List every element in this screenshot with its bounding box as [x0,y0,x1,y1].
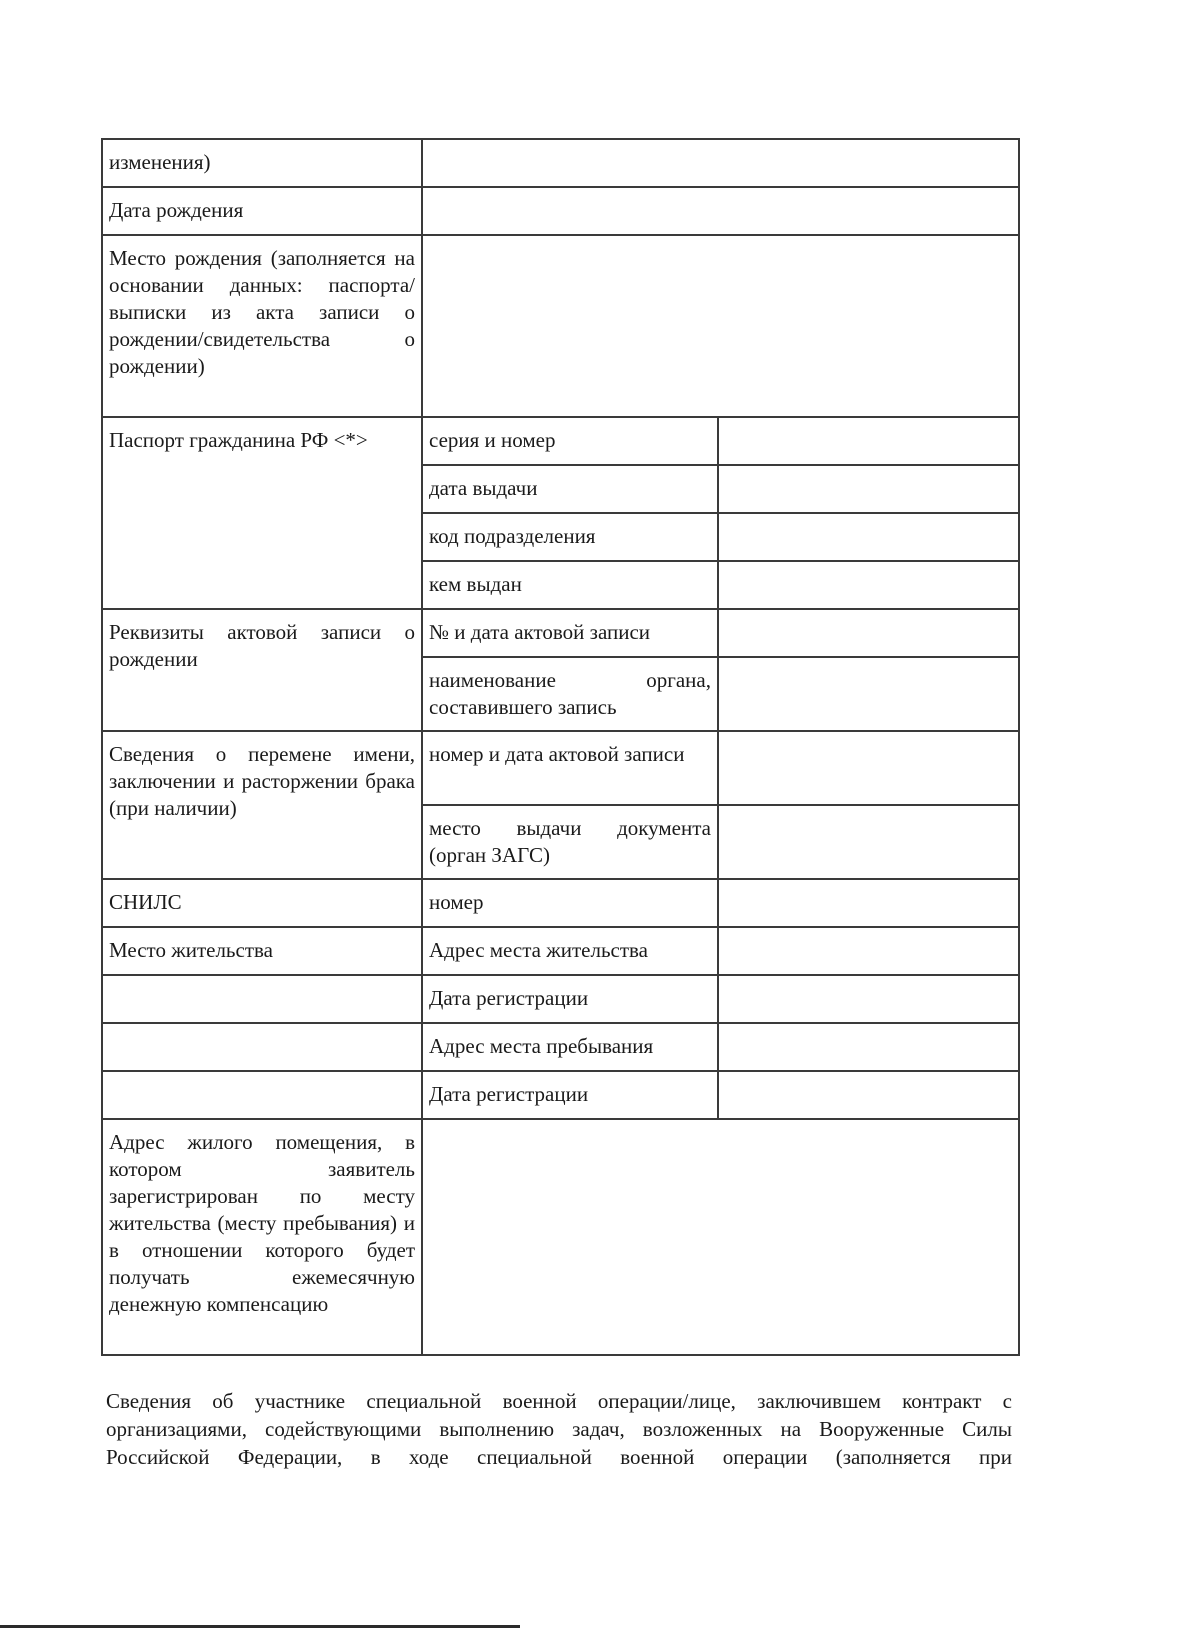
passport-field-label: серия и номер [422,417,718,465]
table-row [102,879,1019,927]
birth-record-field-label: № и дата актовой записи [422,609,718,657]
housing-address-label: Адрес жилого помещения, в котором заявитель зарегистрирован по месту жительства (месту пребывания) и в отношении которого будет получать ежемесячную денежную компенсацию [102,1119,422,1355]
table-row [102,417,1019,465]
residence-date-value[interactable] [718,975,1019,1023]
svo-participant-paragraph: Сведения об участнике специальной военной операции/лице, заключившем контракт с организациями, содействующими выполнению задач, возложенных на Вооруженные Силы Российской Федерации, в ходе специальной военной операции (заполняется при [106,1389,1012,1469]
snils-value[interactable] [718,879,1019,927]
table-row [102,609,1019,657]
snils-field-label: номер [422,879,718,927]
scan-edge-line [0,1625,520,1628]
table-row [102,1023,1019,1071]
passport-field-label: код подразделения [422,513,718,561]
housing-address-value[interactable] [422,1119,1019,1355]
birth-record-organ-value[interactable] [718,657,1019,731]
birth-date-value[interactable] [422,187,1019,235]
residence-field-label: Адрес места пребывания [422,1023,718,1071]
table-row [102,187,1019,235]
table-row [102,731,1019,805]
table-row [102,235,1019,417]
stay-address-value[interactable] [718,1023,1019,1071]
table-row [102,1119,1019,1355]
applicant-data-table [101,138,1020,1356]
passport-field-label: дата выдачи [422,465,718,513]
passport-field-label: кем выдан [422,561,718,609]
passport-date-value[interactable] [718,465,1019,513]
empty-cell [102,1023,422,1071]
birth-record-field-label: наименование органа, составившего запись [422,657,718,731]
table-row [102,1071,1019,1119]
row-label: изменения) [102,139,422,187]
passport-code-value[interactable] [718,513,1019,561]
residence-field-label: Дата регистрации [422,1071,718,1119]
table-row [102,139,1019,187]
name-change-label: Сведения о перемене имени, заключении и расторжении брака (при наличии) [102,731,422,879]
name-change-field-label: место выдачи документа (орган ЗАГС) [422,805,718,879]
name-change-place-value[interactable] [718,805,1019,879]
passport-issuer-value[interactable] [718,561,1019,609]
name-change-number-value[interactable] [718,731,1019,805]
snils-label: СНИЛС [102,879,422,927]
stay-date-value[interactable] [718,1071,1019,1119]
empty-cell [102,975,422,1023]
birth-record-label: Реквизиты актовой записи о рождении [102,609,422,731]
residence-field-label: Дата регистрации [422,975,718,1023]
table-row [102,975,1019,1023]
birth-place-value[interactable] [422,235,1019,417]
residence-field-label: Адрес места жительства [422,927,718,975]
empty-cell [102,1071,422,1119]
residence-label: Место жительства [102,927,422,975]
value-cell[interactable] [422,139,1019,187]
birth-place-label: Место рождения (заполняется на основании данных: паспорта/выписки из акта записи о рождении/свидетельства о рождении) [102,235,422,417]
birth-record-number-value[interactable] [718,609,1019,657]
residence-address-value[interactable] [718,927,1019,975]
table-row [102,927,1019,975]
name-change-field-label: номер и дата актовой записи [422,731,718,805]
birth-date-label: Дата рождения [102,187,422,235]
passport-label: Паспорт гражданина РФ <*> [102,417,422,609]
passport-series-value[interactable] [718,417,1019,465]
